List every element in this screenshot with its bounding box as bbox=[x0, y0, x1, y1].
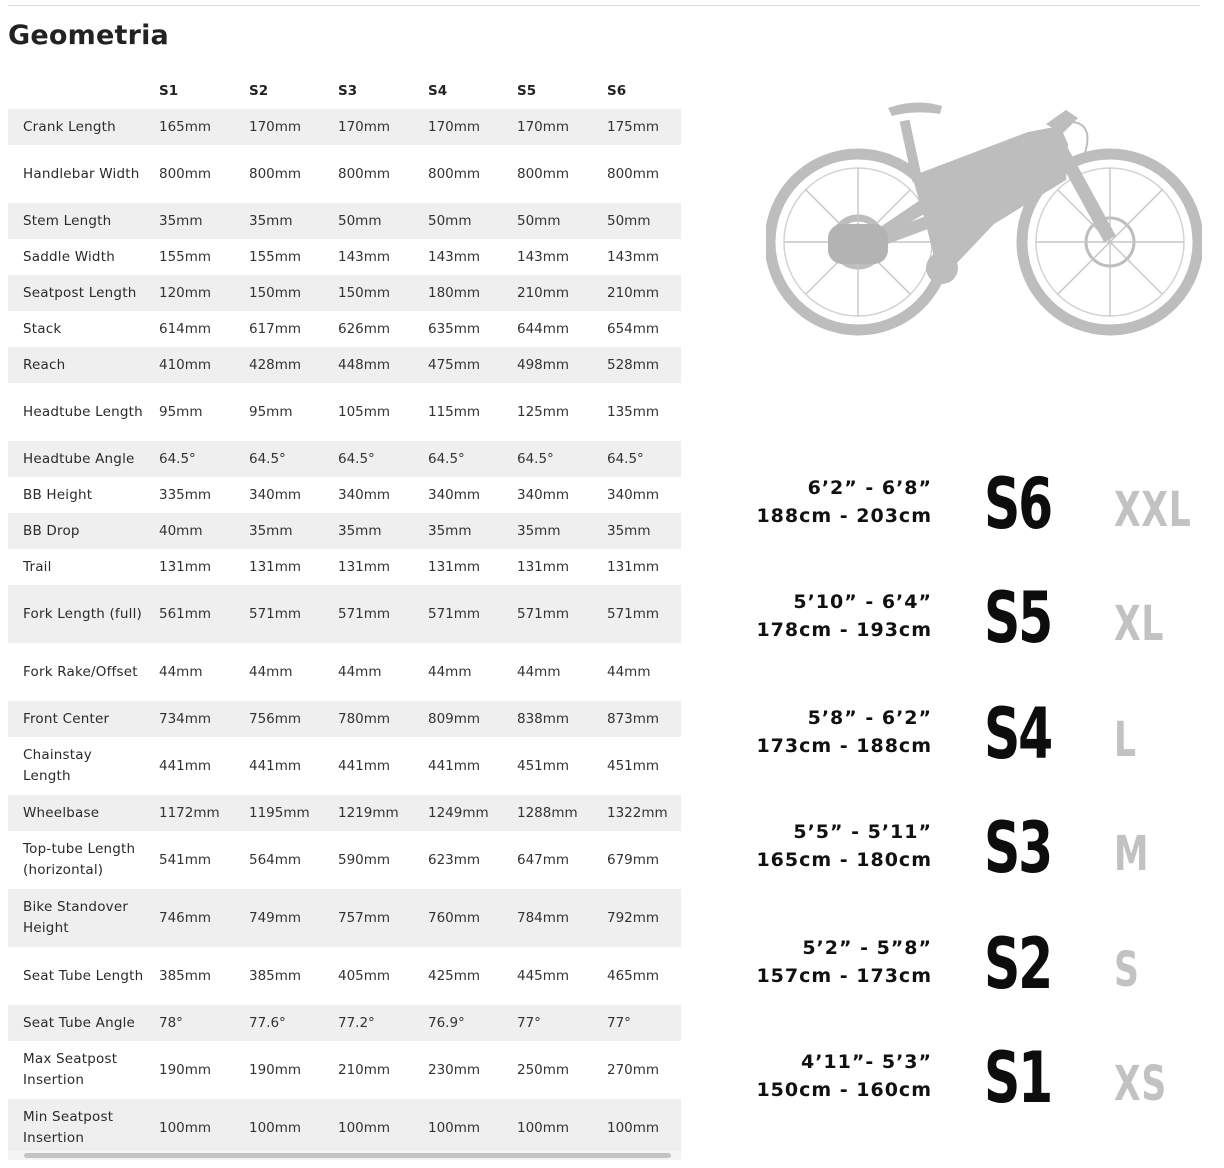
table-cell: 44mm bbox=[338, 663, 382, 680]
table-cell: 644mm bbox=[517, 320, 570, 337]
table-cell: 571mm bbox=[249, 605, 302, 622]
table-cell: 571mm bbox=[338, 605, 391, 622]
table-cell: 64.5° bbox=[249, 450, 286, 467]
column-header: S1 bbox=[159, 82, 179, 99]
row-label: Crank Length bbox=[23, 118, 116, 135]
table-cell: 100mm bbox=[338, 1119, 391, 1136]
horizontal-scrollbar[interactable] bbox=[8, 1151, 681, 1160]
height-centimeters: 150cm - 160cm bbox=[756, 1079, 932, 1101]
table-row bbox=[8, 795, 681, 831]
size-guide-row bbox=[756, 577, 1200, 660]
table-cell: 617mm bbox=[249, 320, 302, 337]
table-cell: 425mm bbox=[428, 967, 481, 984]
table-cell: 528mm bbox=[607, 356, 660, 373]
table-cell: 135mm bbox=[607, 403, 660, 420]
geometry-table bbox=[8, 72, 681, 1157]
size-code: S3 bbox=[984, 807, 1052, 889]
table-cell: 800mm bbox=[249, 165, 302, 182]
table-cell: 541mm bbox=[159, 851, 212, 868]
table-cell: 175mm bbox=[607, 118, 660, 135]
table-cell: 143mm bbox=[338, 248, 391, 265]
row-label: Headtube Angle bbox=[23, 450, 135, 467]
table-cell: 445mm bbox=[517, 967, 570, 984]
table-row bbox=[8, 239, 681, 275]
table-cell: 190mm bbox=[159, 1061, 212, 1078]
table-cell: 77° bbox=[607, 1014, 631, 1031]
height-centimeters: 173cm - 188cm bbox=[756, 735, 932, 757]
table-cell: 170mm bbox=[338, 118, 391, 135]
height-feet: 5’8” - 6’2” bbox=[807, 707, 932, 729]
table-cell: 143mm bbox=[517, 248, 570, 265]
table-cell: 428mm bbox=[249, 356, 302, 373]
table-cell: 340mm bbox=[338, 486, 391, 503]
table-cell: 120mm bbox=[159, 284, 212, 301]
size-letter: XXL bbox=[1114, 482, 1192, 538]
table-row bbox=[8, 737, 681, 795]
height-feet: 6’2” - 6’8” bbox=[807, 477, 932, 499]
table-cell: 340mm bbox=[428, 486, 481, 503]
table-cell: 155mm bbox=[159, 248, 212, 265]
table-cell: 746mm bbox=[159, 909, 212, 926]
size-code: S4 bbox=[984, 693, 1052, 775]
row-label: Fork Rake/Offset bbox=[23, 663, 138, 680]
table-cell: 143mm bbox=[428, 248, 481, 265]
height-feet: 4’11”- 5’3” bbox=[800, 1051, 932, 1073]
table-cell: 131mm bbox=[428, 558, 481, 575]
row-label: Front Center bbox=[23, 710, 110, 727]
table-cell: 190mm bbox=[249, 1061, 302, 1078]
table-cell: 498mm bbox=[517, 356, 570, 373]
table-cell: 170mm bbox=[517, 118, 570, 135]
height-centimeters: 188cm - 203cm bbox=[756, 505, 932, 527]
row-label: Min Seatpost Insertion bbox=[23, 1109, 114, 1146]
table-row bbox=[8, 701, 681, 737]
table-cell: 131mm bbox=[517, 558, 570, 575]
rider-height-range bbox=[756, 474, 932, 530]
table-cell: 50mm bbox=[607, 212, 651, 229]
table-cell: 180mm bbox=[428, 284, 481, 301]
table-cell: 335mm bbox=[159, 486, 212, 503]
page-title: Geometria bbox=[8, 20, 169, 51]
row-label: Chainstay Length bbox=[23, 747, 92, 784]
table-cell: 873mm bbox=[607, 710, 660, 727]
table-cell: 77.2° bbox=[338, 1014, 375, 1031]
table-cell: 792mm bbox=[607, 909, 660, 926]
table-cell: 78° bbox=[159, 1014, 183, 1031]
table-cell: 800mm bbox=[607, 165, 660, 182]
rider-height-range bbox=[756, 704, 932, 760]
table-cell: 800mm bbox=[428, 165, 481, 182]
column-header: S3 bbox=[338, 82, 358, 99]
table-cell: 95mm bbox=[249, 403, 293, 420]
table-cell: 838mm bbox=[517, 710, 570, 727]
table-cell: 50mm bbox=[517, 212, 561, 229]
row-label: Max Seatpost Insertion bbox=[23, 1051, 118, 1088]
table-cell: 35mm bbox=[607, 522, 651, 539]
table-cell: 230mm bbox=[428, 1061, 481, 1078]
table-row bbox=[8, 513, 681, 549]
table-cell: 155mm bbox=[249, 248, 302, 265]
size-guide-row bbox=[756, 923, 1200, 1006]
table-cell: 590mm bbox=[338, 851, 391, 868]
table-row bbox=[8, 311, 681, 347]
table-body bbox=[8, 109, 681, 1157]
rider-height-range bbox=[756, 1048, 932, 1104]
row-label: BB Height bbox=[23, 486, 93, 503]
table-cell: 100mm bbox=[159, 1119, 212, 1136]
size-letter: XS bbox=[1114, 1056, 1167, 1112]
table-cell: 131mm bbox=[249, 558, 302, 575]
table-cell: 115mm bbox=[428, 403, 481, 420]
row-label: Seat Tube Length bbox=[23, 967, 144, 984]
table-cell: 1172mm bbox=[159, 804, 220, 821]
row-label: Bike Standover Height bbox=[23, 899, 129, 936]
table-cell: 1219mm bbox=[338, 804, 399, 821]
height-centimeters: 178cm - 193cm bbox=[756, 619, 932, 641]
table-cell: 44mm bbox=[159, 663, 203, 680]
table-cell: 441mm bbox=[159, 757, 212, 774]
table-cell: 571mm bbox=[517, 605, 570, 622]
table-cell: 800mm bbox=[159, 165, 212, 182]
table-row bbox=[8, 585, 681, 643]
table-cell: 64.5° bbox=[517, 450, 554, 467]
table-row bbox=[8, 383, 681, 441]
height-feet: 5’2” - 5”8” bbox=[802, 937, 932, 959]
table-cell: 647mm bbox=[517, 851, 570, 868]
table-row bbox=[8, 477, 681, 513]
table-cell: 131mm bbox=[159, 558, 212, 575]
table-cell: 250mm bbox=[517, 1061, 570, 1078]
table-cell: 35mm bbox=[159, 212, 203, 229]
table-cell: 441mm bbox=[428, 757, 481, 774]
table-cell: 1288mm bbox=[517, 804, 578, 821]
table-cell: 800mm bbox=[338, 165, 391, 182]
table-cell: 64.5° bbox=[428, 450, 465, 467]
table-cell: 614mm bbox=[159, 320, 212, 337]
height-feet: 5’5” - 5’11” bbox=[793, 821, 932, 843]
scrollbar-thumb[interactable] bbox=[24, 1153, 671, 1158]
table-row bbox=[8, 275, 681, 311]
table-cell: 64.5° bbox=[338, 450, 375, 467]
table-cell: 210mm bbox=[607, 284, 660, 301]
row-label: Seat Tube Angle bbox=[23, 1014, 136, 1031]
size-code: S6 bbox=[984, 463, 1052, 545]
table-cell: 44mm bbox=[517, 663, 561, 680]
table-cell: 749mm bbox=[249, 909, 302, 926]
table-cell: 1195mm bbox=[249, 804, 310, 821]
table-cell: 654mm bbox=[607, 320, 660, 337]
mountain-bike-illustration bbox=[766, 96, 1202, 336]
table-row bbox=[8, 889, 681, 947]
table-cell: 35mm bbox=[338, 522, 382, 539]
table-cell: 35mm bbox=[249, 522, 293, 539]
table-cell: 150mm bbox=[338, 284, 391, 301]
size-letter: L bbox=[1114, 712, 1137, 768]
table-cell: 50mm bbox=[338, 212, 382, 229]
table-row bbox=[8, 441, 681, 477]
table-cell: 125mm bbox=[517, 403, 570, 420]
row-label: Seatpost Length bbox=[23, 284, 137, 301]
height-centimeters: 165cm - 180cm bbox=[756, 849, 932, 871]
table-cell: 50mm bbox=[428, 212, 472, 229]
table-cell: 780mm bbox=[338, 710, 391, 727]
table-cell: 340mm bbox=[249, 486, 302, 503]
table-cell: 475mm bbox=[428, 356, 481, 373]
table-cell: 105mm bbox=[338, 403, 391, 420]
row-label: Stack bbox=[23, 320, 62, 337]
rider-height-range bbox=[756, 588, 932, 644]
row-label: Saddle Width bbox=[23, 248, 115, 265]
table-cell: 210mm bbox=[338, 1061, 391, 1078]
table-cell: 1249mm bbox=[428, 804, 489, 821]
table-cell: 760mm bbox=[428, 909, 481, 926]
row-label: Stem Length bbox=[23, 212, 112, 229]
size-guide-row bbox=[756, 807, 1200, 890]
table-cell: 44mm bbox=[249, 663, 293, 680]
table-row bbox=[8, 347, 681, 383]
table-cell: 95mm bbox=[159, 403, 203, 420]
row-label: Reach bbox=[23, 356, 66, 373]
size-letter: XL bbox=[1114, 596, 1165, 652]
size-guide-row bbox=[756, 1037, 1200, 1120]
table-cell: 35mm bbox=[517, 522, 561, 539]
table-row bbox=[8, 831, 681, 889]
table-cell: 809mm bbox=[428, 710, 481, 727]
table-cell: 170mm bbox=[249, 118, 302, 135]
table-row bbox=[8, 1005, 681, 1041]
table-cell: 150mm bbox=[249, 284, 302, 301]
row-label: Fork Length (full) bbox=[23, 605, 143, 622]
table-cell: 623mm bbox=[428, 851, 481, 868]
row-label: Trail bbox=[23, 558, 52, 575]
table-cell: 571mm bbox=[607, 605, 660, 622]
table-cell: 100mm bbox=[249, 1119, 302, 1136]
table-cell: 448mm bbox=[338, 356, 391, 373]
table-cell: 571mm bbox=[428, 605, 481, 622]
table-cell: 784mm bbox=[517, 909, 570, 926]
table-row bbox=[8, 145, 681, 203]
table-row bbox=[8, 1099, 681, 1157]
table-cell: 564mm bbox=[249, 851, 302, 868]
row-label: Top-tube Length (horizontal) bbox=[23, 841, 136, 878]
table-cell: 270mm bbox=[607, 1061, 660, 1078]
table-cell: 76.9° bbox=[428, 1014, 465, 1031]
table-cell: 405mm bbox=[338, 967, 391, 984]
table-cell: 100mm bbox=[607, 1119, 660, 1136]
column-header: S2 bbox=[249, 82, 269, 99]
table-cell: 100mm bbox=[428, 1119, 481, 1136]
table-row bbox=[8, 109, 681, 145]
size-code: S1 bbox=[984, 1037, 1052, 1119]
size-code: S5 bbox=[984, 577, 1052, 659]
size-letter: S bbox=[1114, 942, 1140, 998]
table-cell: 170mm bbox=[428, 118, 481, 135]
table-row bbox=[8, 643, 681, 701]
row-label: Wheelbase bbox=[23, 804, 100, 821]
table-cell: 465mm bbox=[607, 967, 660, 984]
top-divider bbox=[8, 5, 1200, 6]
table-cell: 757mm bbox=[338, 909, 391, 926]
size-guide-row bbox=[756, 463, 1200, 546]
table-row bbox=[8, 1041, 681, 1099]
table-cell: 165mm bbox=[159, 118, 212, 135]
table-cell: 64.5° bbox=[607, 450, 644, 467]
rider-height-range bbox=[756, 818, 932, 874]
table-cell: 44mm bbox=[607, 663, 651, 680]
table-row bbox=[8, 549, 681, 585]
row-label: Headtube Length bbox=[23, 403, 143, 420]
rider-height-range bbox=[756, 934, 932, 990]
table-cell: 756mm bbox=[249, 710, 302, 727]
table-cell: 44mm bbox=[428, 663, 472, 680]
table-cell: 679mm bbox=[607, 851, 660, 868]
table-cell: 35mm bbox=[428, 522, 472, 539]
corner-header bbox=[8, 72, 144, 109]
column-header: S5 bbox=[517, 82, 537, 99]
table-cell: 340mm bbox=[517, 486, 570, 503]
table-cell: 131mm bbox=[607, 558, 660, 575]
table-cell: 385mm bbox=[159, 967, 212, 984]
size-code: S2 bbox=[984, 923, 1052, 1005]
table-cell: 561mm bbox=[159, 605, 212, 622]
table-cell: 77° bbox=[517, 1014, 541, 1031]
table-cell: 77.6° bbox=[249, 1014, 286, 1031]
size-letter: M bbox=[1114, 826, 1150, 882]
table-cell: 340mm bbox=[607, 486, 660, 503]
table-cell: 40mm bbox=[159, 522, 203, 539]
table-cell: 441mm bbox=[249, 757, 302, 774]
table-cell: 451mm bbox=[607, 757, 660, 774]
height-centimeters: 157cm - 173cm bbox=[756, 965, 932, 987]
column-header: S6 bbox=[607, 82, 627, 99]
size-guide-row bbox=[756, 693, 1200, 776]
table-cell: 131mm bbox=[338, 558, 391, 575]
table-header-row bbox=[8, 72, 681, 109]
table-cell: 210mm bbox=[517, 284, 570, 301]
row-label: Handlebar Width bbox=[23, 165, 140, 182]
table-cell: 451mm bbox=[517, 757, 570, 774]
table-cell: 64.5° bbox=[159, 450, 196, 467]
table-cell: 1322mm bbox=[607, 804, 668, 821]
table-cell: 635mm bbox=[428, 320, 481, 337]
table-cell: 734mm bbox=[159, 710, 212, 727]
table-cell: 410mm bbox=[159, 356, 212, 373]
table-cell: 143mm bbox=[607, 248, 660, 265]
row-label: BB Drop bbox=[23, 522, 80, 539]
table-cell: 626mm bbox=[338, 320, 391, 337]
table-row bbox=[8, 947, 681, 1005]
table-cell: 35mm bbox=[249, 212, 293, 229]
table-cell: 385mm bbox=[249, 967, 302, 984]
table-cell: 100mm bbox=[517, 1119, 570, 1136]
table-cell: 800mm bbox=[517, 165, 570, 182]
table-row bbox=[8, 203, 681, 239]
column-header: S4 bbox=[428, 82, 448, 99]
table-cell: 441mm bbox=[338, 757, 391, 774]
height-feet: 5’10” - 6’4” bbox=[793, 591, 932, 613]
